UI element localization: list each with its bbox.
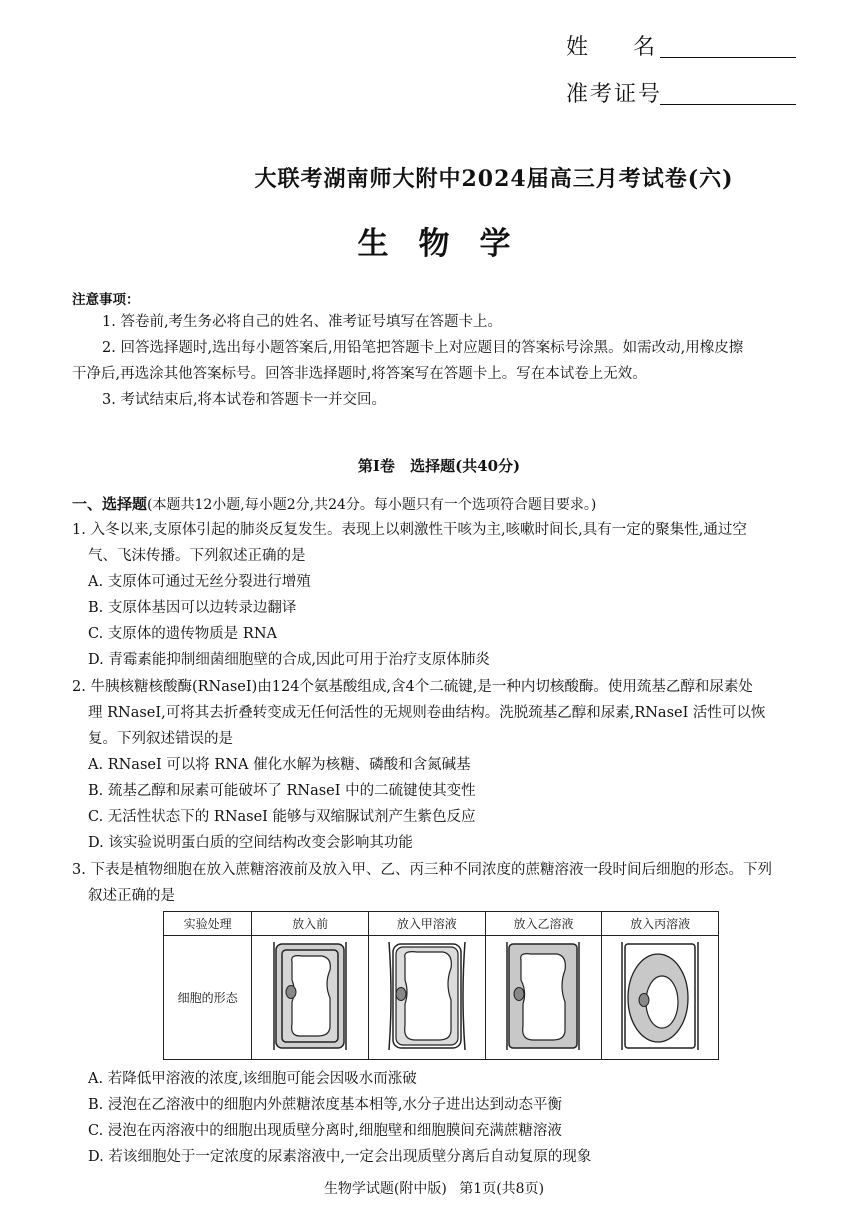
table-row-label: 细胞的形态 xyxy=(164,936,252,1060)
q1-option-a: A. 支原体可通过无丝分裂进行增殖 xyxy=(88,574,311,590)
section-heading xyxy=(72,493,596,514)
table-header-cell: 放入前 xyxy=(252,912,369,936)
id-label: 准考证号 xyxy=(566,82,663,107)
q3-stem-cont: 叙述正确的是 xyxy=(88,888,175,904)
q1-option-d: D. 青霉素能抑制细菌细胞壁的合成,因此可用于治疗支原体肺炎 xyxy=(88,652,490,668)
q1-option-c: C. 支原体的遗传物质是 RNA xyxy=(88,626,277,642)
notice-item-1: 1. 答卷前,考生务必将自己的姓名、准考证号填写在答题卡上。 xyxy=(102,314,503,330)
name-label: 姓 名 xyxy=(566,35,657,60)
q3-option-d: D. 若该细胞处于一定浓度的尿素溶液中,一定会出现质壁分离后自动复原的现象 xyxy=(88,1149,592,1165)
q2-stem-cont-2: 复。下列叙述错误的是 xyxy=(88,731,233,747)
table-header-cell: 实验处理 xyxy=(164,912,252,936)
q3-option-a: A. 若降低甲溶液的浓度,该细胞可能会因吸水而涨破 xyxy=(88,1071,417,1087)
q3-stem: 3. 下表是植物细胞在放入蔗糖溶液前及放入甲、乙、丙三种不同浓度的蔗糖溶液一段时间后细胞的形态。下列 xyxy=(72,862,772,878)
q1-stem-cont: 气、飞沫传播。下列叙述正确的是 xyxy=(88,548,306,564)
plant-cell-solution-a-image xyxy=(387,940,467,1052)
q2-option-b: B. 巯基乙醇和尿素可能破坏了 RNaseI 中的二硫键使其变性 xyxy=(88,783,476,799)
notice-item-2-cont: 干净后,再选涂其他答案标号。回答非选择题时,将答案写在答题卡上。写在本试卷上无效。 xyxy=(72,366,647,382)
q2-option-d: D. 该实验说明蛋白质的空间结构改变会影响其功能 xyxy=(88,835,413,851)
section-note: (本题共12小题,每小题2分,共24分。每小题只有一个选项符合题目要求。) xyxy=(147,497,597,513)
cell-diagram-solution-a xyxy=(368,936,485,1060)
cell-diagram-solution-c xyxy=(602,936,719,1060)
q3-option-c: C. 浸泡在丙溶液中的细胞出现质壁分离时,细胞壁和细胞膜间充满蔗糖溶液 xyxy=(88,1123,562,1139)
exam-title: 大联考湖南师大附中2024届高三月考试卷(六) xyxy=(254,166,734,192)
name-field[interactable] xyxy=(660,56,796,58)
q3-option-b: B. 浸泡在乙溶液中的细胞内外蔗糖浓度基本相等,水分子进出达到动态平衡 xyxy=(88,1097,562,1113)
table-header-cell: 放入丙溶液 xyxy=(602,912,719,936)
q2-stem-cont-1: 理 RNaseI,可将其去折叠转变成无任何活性的无规则卷曲结构。洗脱巯基乙醇和尿素,RNaseI 活性可以恢 xyxy=(88,705,766,721)
notice-heading: 注意事项： xyxy=(72,292,140,308)
plant-cell-before-image xyxy=(270,940,350,1052)
cell-diagram-solution-b xyxy=(485,936,602,1060)
id-field[interactable] xyxy=(660,103,796,105)
subject-title: 生物学 xyxy=(357,226,541,262)
q1-option-b: B. 支原体基因可以边转录边翻译 xyxy=(88,600,297,616)
notice-item-3: 3. 考试结束后,将本试卷和答题卡一并交回。 xyxy=(102,392,387,408)
section-label: 一、选择题 xyxy=(72,495,148,513)
q2-option-c: C. 无活性状态下的 RNaseI 能够与双缩脲试剂产生紫色反应 xyxy=(88,809,476,825)
cell-diagram-before xyxy=(252,936,369,1060)
cell-shape-table xyxy=(163,911,719,1060)
part-title: 第Ⅰ卷 选择题(共40分) xyxy=(357,457,521,475)
q2-stem: 2. 牛胰核糖核酸酶(RNaseI)由124个氨基酸组成,含4个二硫键,是一种内切核酸酶。使用巯基乙醇和尿素处 xyxy=(72,679,753,695)
plant-cell-solution-c-image xyxy=(620,940,700,1052)
page-footer: 生物学试题(附中版) 第1页(共8页) xyxy=(323,1181,545,1197)
table-header-cell: 放入乙溶液 xyxy=(485,912,602,936)
notice-item-2: 2. 回答选择题时,选出每小题答案后,用铅笔把答题卡上对应题目的答案标号涂黑。如需改动,用橡皮擦 xyxy=(102,340,744,356)
q1-stem: 1. 入冬以来,支原体引起的肺炎反复发生。表现上以刺激性干咳为主,咳嗽时间长,具有一定的聚集性,通过空 xyxy=(72,522,747,538)
table-header-cell: 放入甲溶液 xyxy=(368,912,485,936)
q2-option-a: A. RNaseI 可以将 RNA 催化水解为核糖、磷酸和含氮碱基 xyxy=(88,757,471,773)
plant-cell-solution-b-image xyxy=(503,940,583,1052)
